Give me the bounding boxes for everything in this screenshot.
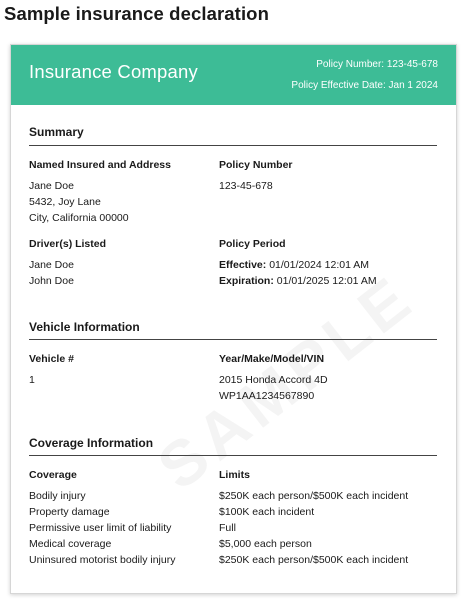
- summary-title: Summary: [29, 125, 84, 139]
- driver-2: John Doe: [29, 275, 74, 287]
- vehicle-vin: WP1AA1234567890: [219, 390, 315, 402]
- expiration-period: [219, 275, 377, 287]
- expiration-value: 01/01/2025 12:01 AM: [276, 275, 377, 287]
- drivers-label: Driver(s) Listed: [29, 238, 107, 250]
- coverage-row-name: Permissive user limit of liability: [29, 522, 172, 534]
- coverage-row-limit: $5,000 each person: [219, 538, 312, 550]
- effective-value: 01/01/2024 12:01 AM: [269, 259, 370, 271]
- coverage-row-name: Uninsured motorist bodily injury: [29, 554, 176, 566]
- header-effective-date: Policy Effective Date: Jan 1 2024: [291, 80, 438, 91]
- coverage-title: Coverage Information: [29, 436, 154, 450]
- insured-name: Jane Doe: [29, 180, 74, 192]
- effective-period: [219, 259, 369, 271]
- header-policy-number: Policy Number: 123-45-678: [316, 59, 438, 70]
- vehicle-divider: [29, 339, 437, 340]
- vehicle-title: Vehicle Information: [29, 320, 140, 334]
- coverage-row-limit: Full: [219, 522, 236, 534]
- company-header: [11, 45, 456, 105]
- coverage-row-name: Medical coverage: [29, 538, 112, 550]
- coverage-row-limit: $250K each person/$500K each incident: [219, 554, 409, 566]
- coverage-row-limit: $100K each incident: [219, 506, 315, 518]
- effective-label: Effective:: [219, 259, 267, 271]
- coverage-row-limit: $250K each person/$500K each incident: [219, 490, 409, 502]
- summary-divider: [29, 145, 437, 146]
- policy-number-value: 123-45-678: [219, 180, 273, 192]
- coverage-divider: [29, 455, 437, 456]
- limits-label: Limits: [219, 469, 250, 481]
- vehicle-model: 2015 Honda Accord 4D: [219, 374, 328, 386]
- company-name: Insurance Company: [29, 61, 198, 82]
- vehicle-number: 1: [29, 374, 35, 386]
- coverage-label: Coverage: [29, 469, 77, 481]
- expiration-label: Expiration:: [219, 275, 274, 287]
- coverage-row-name: Property damage: [29, 506, 110, 518]
- policy-number-label: Policy Number: [219, 159, 293, 171]
- page-title: Sample insurance declaration: [4, 3, 269, 24]
- coverage-row-name: Bodily injury: [29, 490, 86, 502]
- driver-1: Jane Doe: [29, 259, 74, 271]
- ymm-label: Year/Make/Model/VIN: [219, 353, 325, 365]
- named-insured-label: Named Insured and Address: [29, 159, 171, 171]
- insured-city: City, California 00000: [29, 212, 129, 224]
- policy-period-label: Policy Period: [219, 238, 286, 250]
- declaration-card: [10, 44, 457, 594]
- insured-street: 5432, Joy Lane: [29, 196, 101, 208]
- vehicle-number-label: Vehicle #: [29, 353, 74, 365]
